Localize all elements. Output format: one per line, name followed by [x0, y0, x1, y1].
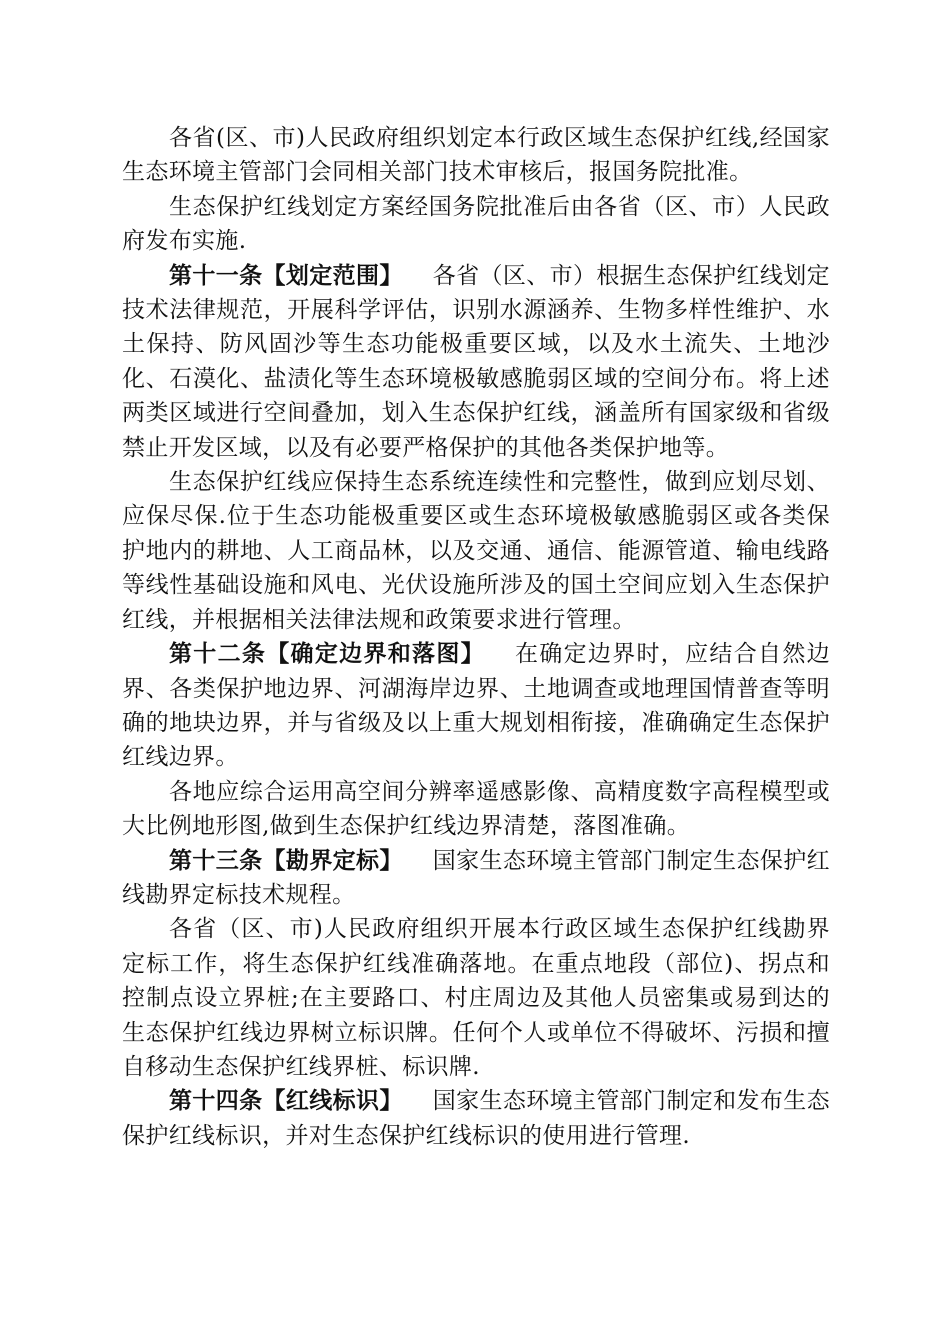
paragraph-text: 各省（区、市)人民政府组织开展本行政区域生态保护红线勘界定标工作，将生态保护红线准确落地。在重点地段（部位)、拐点和控制点设立界桩;在主要路口、村庄周边及其他人员密集或易到达的生态保护红线边界树立标识牌。任何个人或单位不得破坏、污损和擅自移动生态保护红线界桩、标识牌. — [122, 916, 830, 1080]
paragraph-text: 国家生态环境主管部门制定和发布生态保护红线标识，并对生态保护红线标识的使用进行管理. — [122, 1088, 831, 1149]
paragraph-2 — [122, 190, 830, 259]
article-title: 第十二条【确定边界和落图】 — [169, 641, 485, 668]
article-title: 第十四条【红线标识】 — [169, 1088, 403, 1115]
paragraph-text: 生态保护红线划定方案经国务院批准后由各省（区、市）人民政府发布实施. — [122, 193, 830, 255]
paragraph-text: 各省（区、市）根据生态保护红线划定技术法律规范，开展科学评估，识别水源涵养、生物多样性维护、水土保持、防风固沙等生态功能极重要区域，以及水土流失、土地沙化、石漠化、盐渍化等生态环境极敏感脆弱区域的空间分布。将上述两类区域进行空间叠加，划入生态保护红线，涵盖所有国家级和省级禁止开发区域，以及有必要严格保护的其他各类保护地等。 — [122, 262, 831, 461]
paragraph-1 — [122, 121, 830, 190]
paragraph-text: 各地应综合运用高空间分辨率遥感影像、高精度数字高程模型或大比例地形图,做到生态保护红线边界清楚，落图准确。 — [122, 778, 830, 840]
article-14 — [122, 1084, 830, 1153]
paragraph-4 — [122, 465, 830, 637]
article-title: 第十三条【勘界定标】 — [169, 847, 403, 874]
paragraph-text: 各省(区、市)人民政府组织划定本行政区域生态保护红线,经国家生态环境主管部门会同相关部门技术审核后，报国务院批准。 — [122, 125, 830, 186]
article-13 — [122, 844, 830, 913]
paragraph-6 — [122, 775, 830, 844]
article-11 — [122, 259, 830, 465]
paragraph-text: 生态保护红线应保持生态系统连续性和完整性，做到应划尽划、应保尽保.位于生态功能极重要区或生态环境极敏感脆弱区或各类保护地内的耕地、人工商品林，以及交通、通信、能源管道、输电线路等线性基础设施和风电、光伏设施所涉及的国土空间应划入生态保护红线，并根据相关法律法规和政策要求进行管理。 — [122, 469, 830, 633]
article-title: 第十一条【划定范围】 — [169, 262, 403, 289]
article-12 — [122, 637, 830, 775]
paragraph-8 — [122, 912, 830, 1084]
document-page — [122, 121, 830, 1153]
paragraph-text: 国家生态环境主管部门制定生态保护红线勘界定标技术规程。 — [122, 847, 831, 908]
paragraph-text: 在确定边界时，应结合自然边界、各类保护地边界、河湖海岸边界、土地调查或地理国情普查等明确的地块边界，并与省级及以上重大规划相衔接，准确确定生态保护红线边界。 — [122, 641, 830, 771]
